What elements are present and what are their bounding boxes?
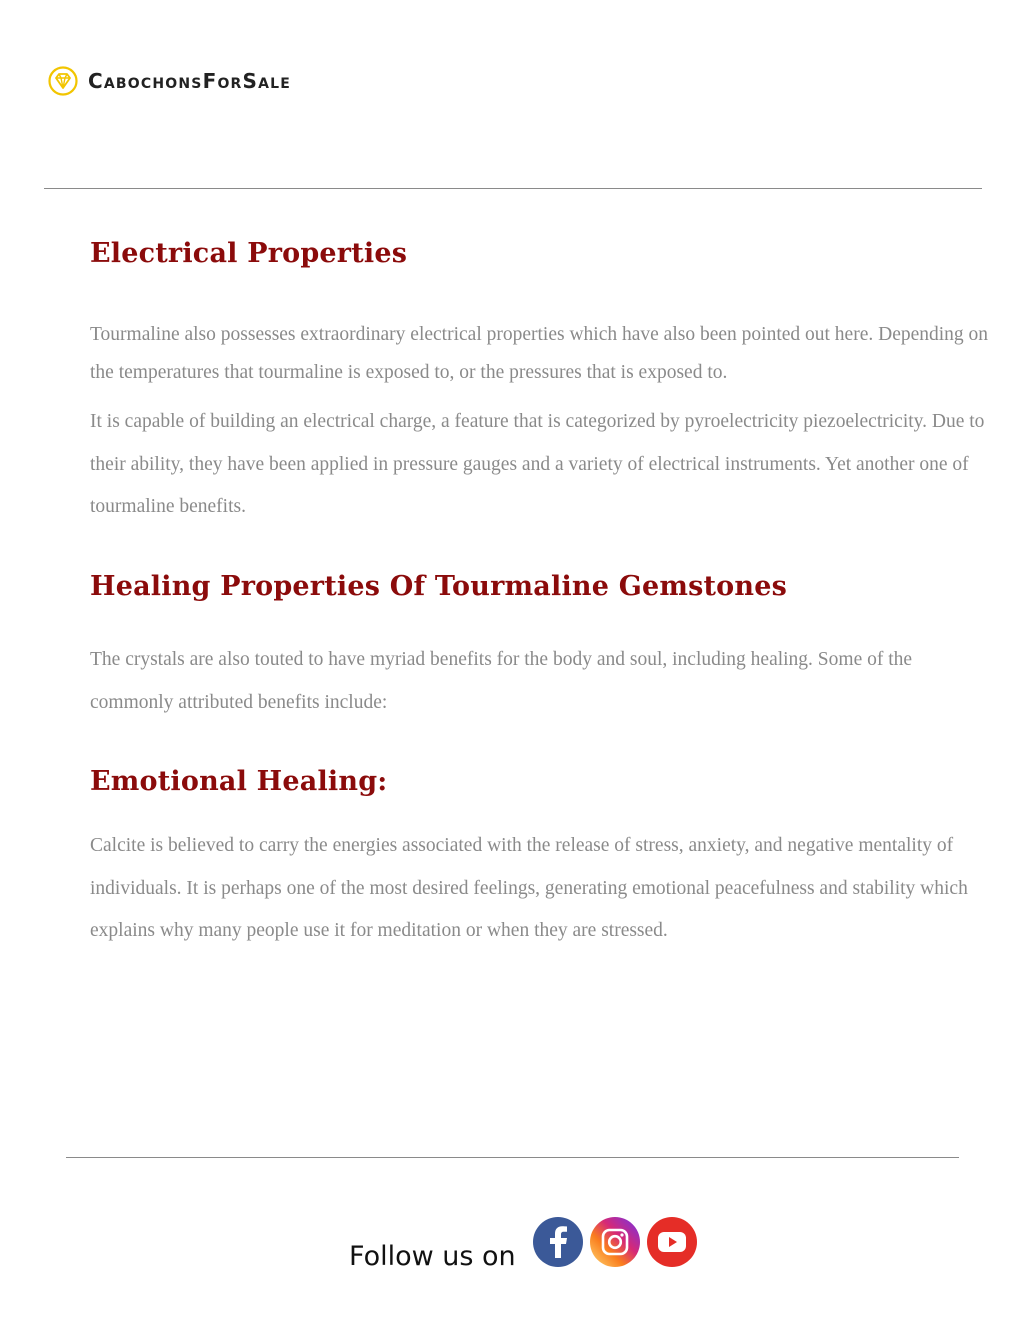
gem-logo-icon (48, 66, 78, 96)
social-follow (349, 1216, 703, 1272)
section-title-emotional: Emotional Healing: (90, 766, 388, 797)
paragraph: It is capable of building an electrical charge, a feature that is categorized by pyroelectricity piezoelectricity. Due to their ability, they have been applied in pressure gauges and a variety of electrical instruments. Yet another one of tourmaline benefits. (90, 411, 985, 517)
section-title-electrical: Electrical Properties (90, 238, 408, 269)
section-title-healing: Healing Properties Of Tourmaline Gemstones (90, 571, 788, 602)
facebook-icon[interactable] (532, 1216, 584, 1268)
bottom-divider (66, 1157, 959, 1158)
paragraph: The crystals are also touted to have myriad benefits for the body and soul, including healing. Some of the commonly attributed benefits include: (90, 649, 913, 713)
follow-label: Follow us on (349, 1241, 516, 1272)
youtube-icon[interactable] (646, 1216, 698, 1268)
paragraph: Calcite is believed to carry the energies associated with the release of stress, anxiety, and negative mentality of individuals. It is perhaps one of the most desired feelings, generating emotional peacefulness and stability which explains why many people use it for meditation or when they are stressed. (90, 835, 968, 941)
brand-name: CabochonsForSale (88, 69, 292, 93)
brand-logo[interactable] (48, 66, 291, 96)
paragraph: Tourmaline also possesses extraordinary electrical properties which have also been pointed out here. Depending on the temperatures that tourmaline is exposed to, or the pressures that is exposed to. (90, 324, 989, 383)
instagram-icon[interactable] (589, 1216, 641, 1268)
top-divider (44, 188, 982, 189)
